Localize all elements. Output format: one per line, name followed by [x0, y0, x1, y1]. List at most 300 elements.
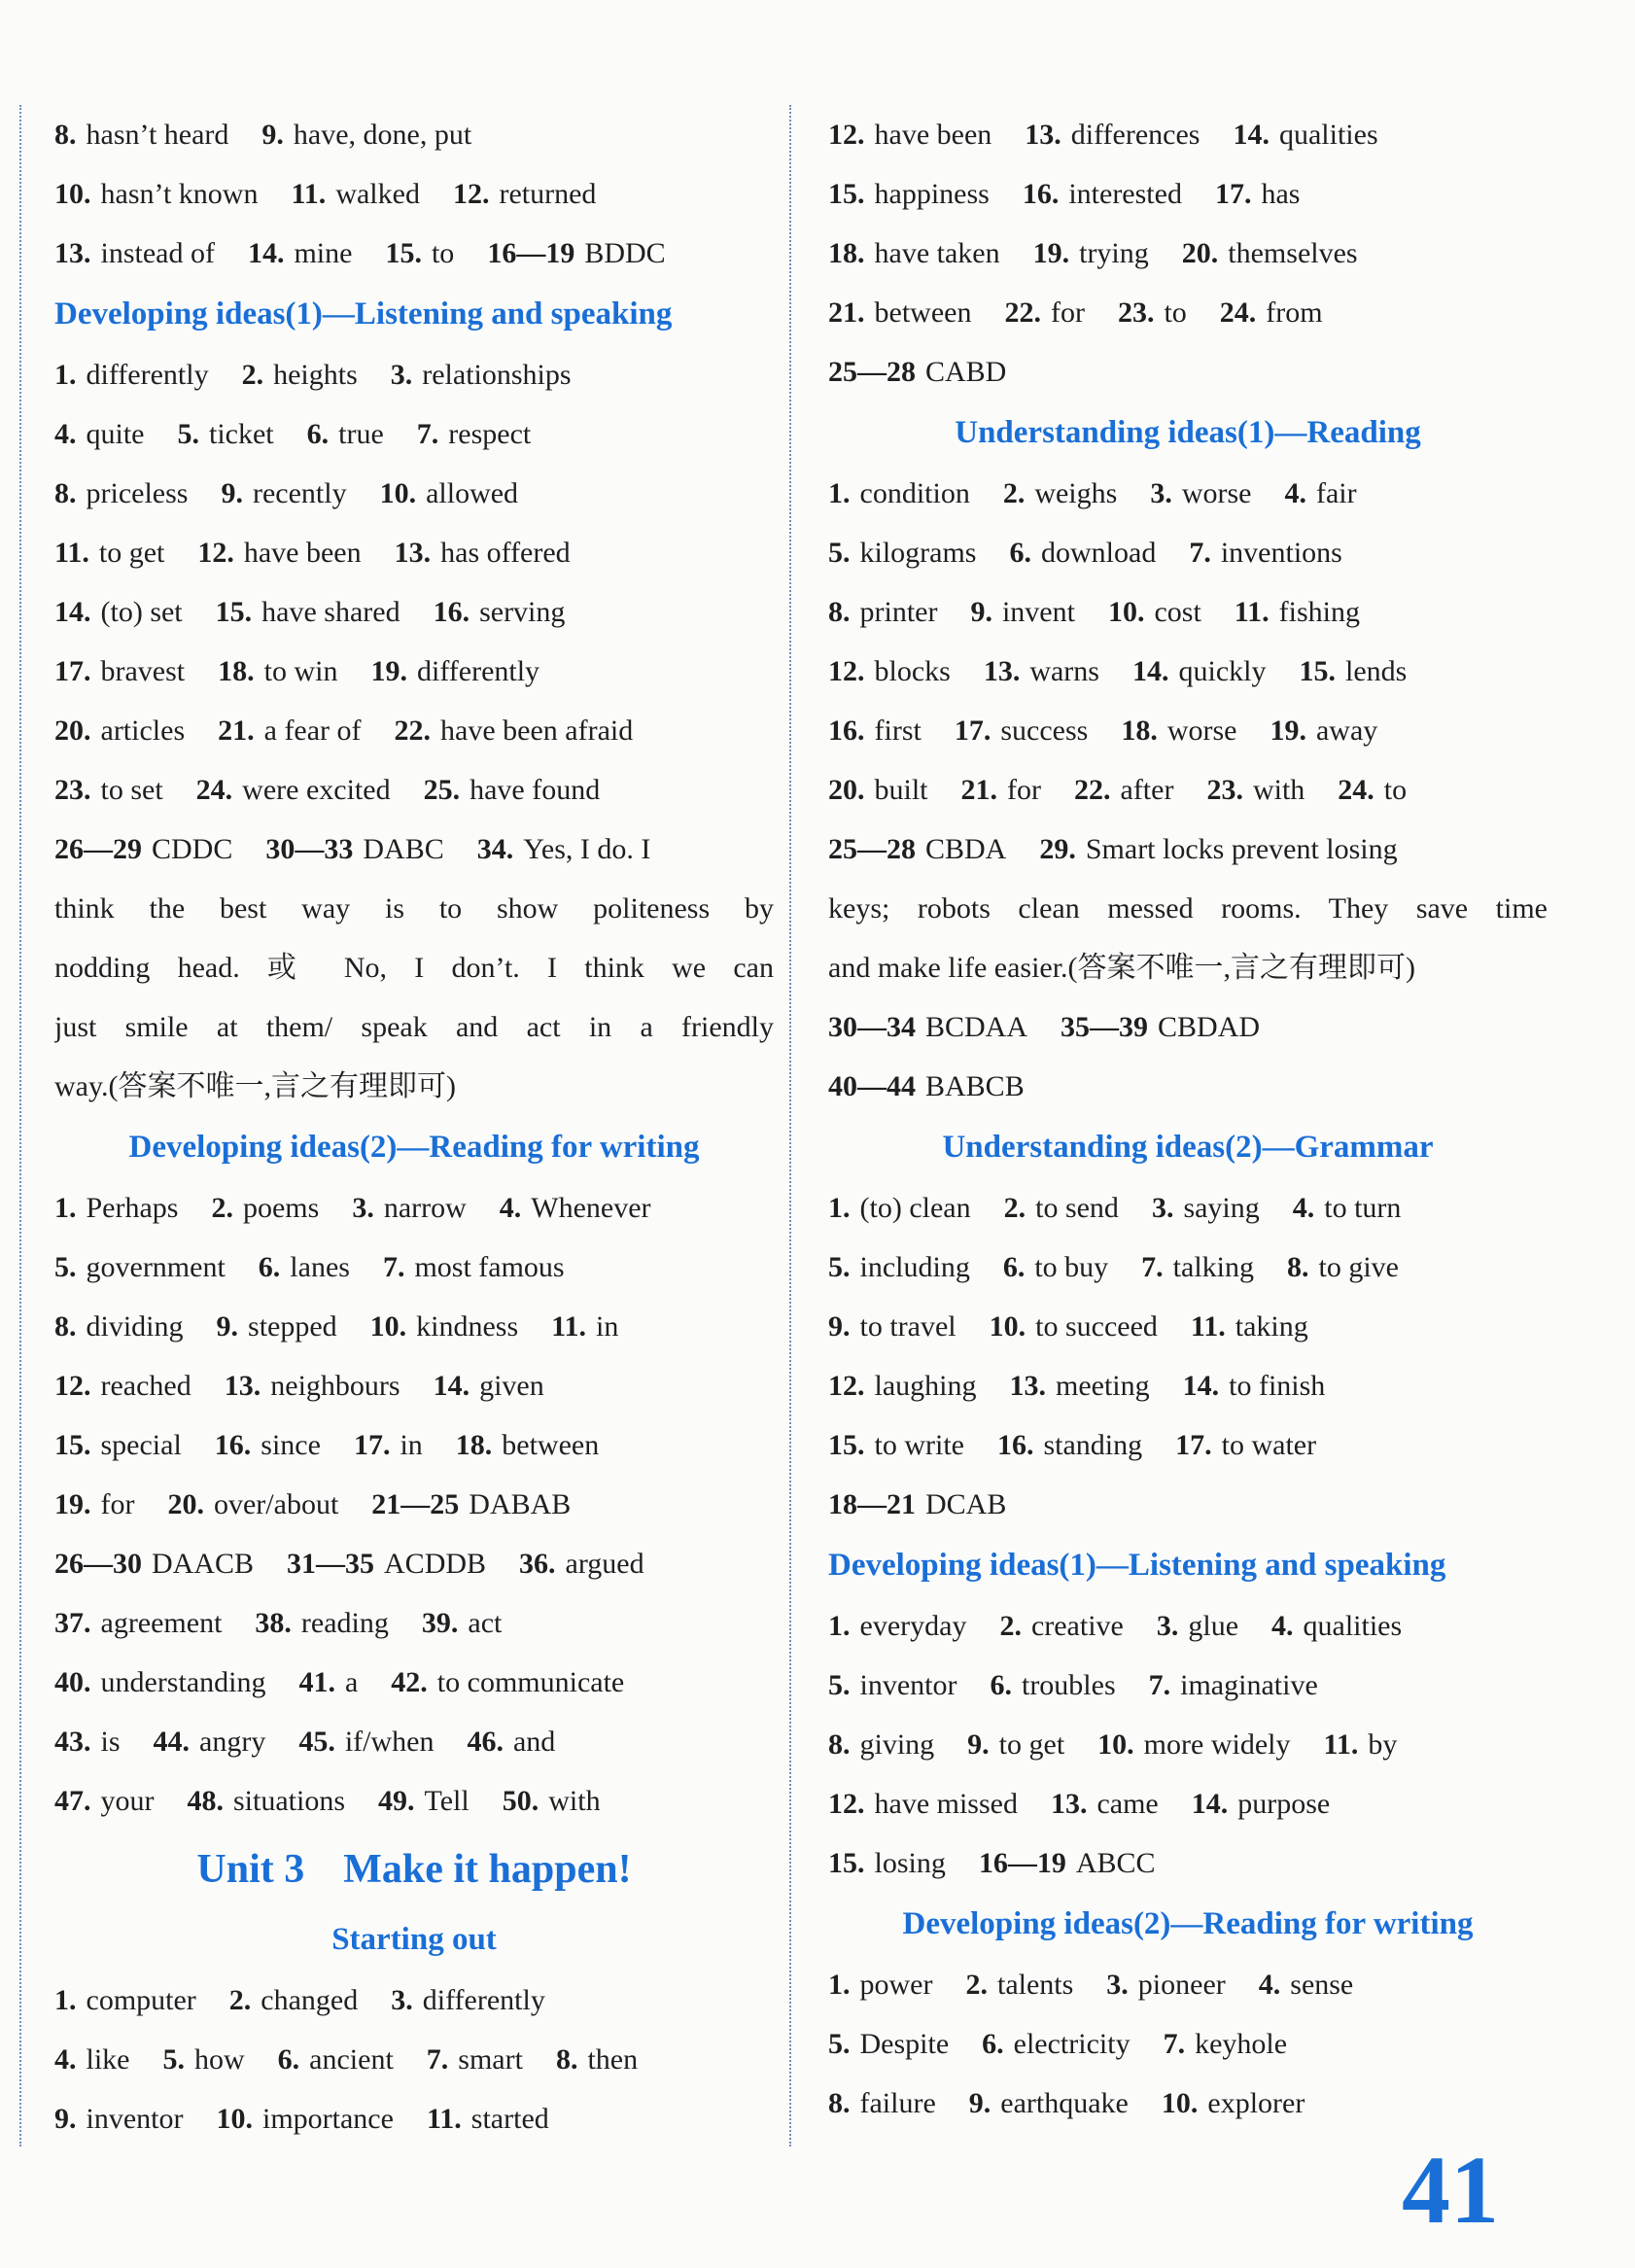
answer-number: 36.	[519, 1548, 556, 1580]
answer-text: came	[1096, 1788, 1159, 1820]
answer-number: 5.	[828, 2028, 851, 2060]
answer-text: away	[1315, 715, 1378, 747]
answer-number: 34.	[476, 833, 514, 865]
answer-number: 40.	[54, 1666, 91, 1698]
answer-text: to succeed	[1035, 1310, 1158, 1343]
answer-item	[54, 1310, 184, 1343]
answer-number: 13.	[1050, 1788, 1088, 1820]
answer-number: 9.	[828, 1310, 851, 1343]
answer-item	[54, 2103, 183, 2135]
answer-number: 49.	[378, 1785, 415, 1817]
answer-number: 14.	[1233, 119, 1270, 151]
answer-item	[54, 833, 232, 865]
answer-line	[828, 105, 1548, 164]
section-heading: Developing ideas(2)—Reading for writing	[128, 1130, 700, 1165]
answer-line	[828, 582, 1548, 642]
answer-text: smart	[458, 2043, 523, 2076]
answer-item	[828, 1969, 932, 2001]
answer-item	[54, 1429, 182, 1461]
answer-number: 18.	[455, 1429, 493, 1461]
answer-text: DAACB	[152, 1548, 255, 1580]
answer-item	[828, 1788, 1018, 1820]
answer-line	[828, 1415, 1548, 1475]
answer-text: fishing	[1278, 596, 1360, 628]
answer-number: 48.	[187, 1785, 224, 1817]
answer-number: 50.	[502, 1785, 539, 1817]
answer-text: have, done, put	[293, 119, 472, 151]
answer-item	[54, 1607, 222, 1639]
answer-number: 24.	[1219, 297, 1257, 329]
answer-text: worse	[1181, 477, 1252, 509]
answer-number: 5.	[828, 1251, 851, 1283]
answer-number: 23.	[1117, 297, 1155, 329]
answer-text: Tell	[424, 1785, 470, 1817]
answer-item	[828, 1847, 946, 1879]
answer-number: 12.	[828, 1788, 865, 1820]
answer-text: BABCB	[925, 1070, 1025, 1102]
answer-number: 45.	[298, 1726, 335, 1758]
answer-item	[828, 833, 1006, 865]
answer-text: how	[194, 2043, 245, 2076]
answer-text: power	[859, 1969, 933, 2001]
answer-line	[54, 582, 774, 642]
answer-item	[54, 1488, 134, 1520]
answer-text: talents	[996, 1969, 1074, 2001]
answer-item	[298, 1666, 358, 1698]
answer-number: 1.	[828, 1192, 851, 1224]
answer-text: quickly	[1178, 655, 1267, 687]
answer-line	[54, 1178, 774, 1238]
answer-item	[354, 1429, 423, 1461]
answer-number: 21.	[960, 774, 998, 806]
answer-number: 7.	[382, 1251, 405, 1283]
answer-number: 19.	[370, 655, 407, 687]
answer-text: priceless	[86, 477, 189, 509]
answer-text: mine	[294, 237, 353, 269]
answer-item	[828, 774, 928, 806]
answer-number: 7.	[416, 418, 439, 450]
answer-item	[990, 1669, 1115, 1701]
answer-line	[54, 1475, 774, 1534]
answer-item	[217, 1310, 337, 1343]
answer-text: DCAB	[925, 1488, 1007, 1520]
answer-number: 11.	[1190, 1310, 1226, 1343]
answer-number: 26—30	[54, 1548, 142, 1580]
answer-item	[54, 715, 185, 747]
answer-number: 13.	[224, 1370, 261, 1402]
answer-number: 13.	[983, 655, 1021, 687]
answer-item	[1191, 1310, 1308, 1343]
answer-text: (to) clean	[859, 1192, 971, 1224]
answer-item	[385, 237, 454, 269]
answer-text: kindness	[416, 1310, 519, 1343]
answer-number: 6.	[277, 2043, 300, 2076]
answer-text: kilograms	[859, 537, 977, 569]
answer-item	[371, 1488, 571, 1520]
answer-item	[242, 359, 358, 391]
answer-item	[965, 1969, 1073, 2001]
answer-text: a	[344, 1666, 359, 1698]
answer-number: 12.	[828, 119, 865, 151]
answer-text: your	[100, 1785, 155, 1817]
answer-item	[427, 2043, 523, 2076]
answer-number: 12.	[54, 1370, 91, 1402]
answer-line	[54, 1771, 774, 1831]
answer-item	[828, 297, 971, 329]
answer-paragraph-line: just smile at them/ speak and act in a friendly	[54, 1011, 774, 1043]
answer-text: argued	[565, 1548, 644, 1580]
answer-number: 4.	[1284, 477, 1306, 509]
answer-number: 16.	[996, 1429, 1034, 1461]
answer-line	[54, 1356, 774, 1415]
answer-number: 14.	[1191, 1788, 1229, 1820]
column-divider	[789, 105, 791, 2146]
answer-item	[1192, 1788, 1330, 1820]
answer-text: instead of	[100, 237, 215, 269]
answer-text: hasn’t known	[100, 178, 259, 210]
answer-text: BCDAA	[925, 1011, 1028, 1043]
answer-number: 15.	[215, 596, 253, 628]
answer-number: 30—33	[265, 833, 354, 865]
answer-number: 31—35	[287, 1548, 375, 1580]
answer-number: 10.	[216, 2103, 253, 2135]
answer-number: 5.	[54, 1251, 77, 1283]
answer-line	[828, 342, 1548, 401]
answer-item	[307, 418, 384, 450]
answer-number: 10.	[379, 477, 417, 509]
answer-number: 14.	[54, 596, 91, 628]
answer-line	[54, 2089, 774, 2148]
answer-item	[54, 1984, 196, 2016]
answer-text: computer	[86, 1984, 196, 2016]
answer-item	[197, 537, 361, 569]
answer-text: bravest	[100, 655, 186, 687]
answer-item	[54, 1251, 226, 1283]
answer-line	[828, 523, 1548, 582]
answer-text: heights	[273, 359, 358, 391]
answer-text: have been afraid	[440, 715, 634, 747]
answer-number: 14.	[1182, 1370, 1220, 1402]
answer-item	[54, 178, 258, 210]
answer-number: 44.	[153, 1726, 191, 1758]
answer-item	[54, 537, 164, 569]
answer-item	[178, 418, 274, 450]
answer-text: BDDC	[584, 237, 666, 269]
answer-text: is	[100, 1726, 121, 1758]
answer-item	[154, 1726, 266, 1758]
answer-number: 14.	[433, 1370, 470, 1402]
answer-text: to send	[1035, 1192, 1119, 1224]
answer-item	[477, 833, 651, 865]
answer-text: special	[100, 1429, 182, 1461]
answer-text: by	[1368, 1728, 1398, 1761]
answer-number: 43.	[54, 1726, 91, 1758]
answer-number: 20.	[828, 774, 865, 806]
answer-number: 24.	[1338, 774, 1374, 806]
answer-item	[999, 1610, 1123, 1642]
answer-number: 14.	[1131, 655, 1169, 687]
answer-number: 4.	[1258, 1969, 1281, 2001]
answer-item	[828, 1070, 1025, 1102]
answer-number: 7.	[1189, 537, 1211, 569]
answer-number: 16—19	[487, 237, 575, 269]
answer-text: government	[86, 1251, 226, 1283]
answer-number: 10.	[1107, 596, 1145, 628]
answer-text: sense	[1290, 1969, 1354, 2001]
answer-item	[828, 1370, 977, 1402]
answer-item	[453, 178, 596, 210]
answer-text: CDDC	[152, 833, 233, 865]
answer-item	[1271, 1610, 1402, 1642]
answer-number: 22.	[1074, 774, 1111, 806]
answer-text: understanding	[100, 1666, 266, 1698]
answer-item	[1051, 1788, 1159, 1820]
answer-item	[1061, 1011, 1260, 1043]
answer-text: glue	[1188, 1610, 1239, 1642]
answer-line	[828, 1774, 1548, 1833]
answer-text: importance	[261, 2103, 394, 2135]
answer-number: 21—25	[371, 1488, 460, 1520]
answer-number: 37.	[54, 1607, 91, 1639]
answer-text: to buy	[1034, 1251, 1109, 1283]
answer-number: 3.	[352, 1192, 374, 1224]
answer-item	[211, 1192, 319, 1224]
answer-item	[828, 1192, 971, 1224]
page-number: 41	[1402, 2136, 1499, 2244]
answer-line	[54, 164, 774, 224]
answer-item	[828, 715, 922, 747]
answer-item	[395, 715, 634, 747]
answer-line	[828, 820, 1548, 879]
answer-number: 9.	[967, 1728, 990, 1761]
answer-number: 5.	[828, 1669, 851, 1701]
answer-text: have missed	[874, 1788, 1018, 1820]
answer-number: 14.	[247, 237, 285, 269]
answer-paragraph-line: way.(答案不唯一,言之有理即可)	[54, 1070, 457, 1102]
answer-text: act	[468, 1607, 503, 1639]
answer-number: 4.	[1271, 1610, 1294, 1642]
answer-item	[500, 1192, 651, 1224]
answer-item	[391, 1666, 624, 1698]
answer-number: 1.	[828, 1610, 851, 1642]
answer-item	[54, 1785, 155, 1817]
answer-number: 3.	[1156, 1610, 1179, 1642]
answer-number: 17.	[54, 655, 91, 687]
answer-text: most famous	[414, 1251, 565, 1283]
answer-item	[1287, 1251, 1399, 1283]
answer-text: invent	[1001, 596, 1075, 628]
answer-item	[54, 1192, 178, 1224]
answer-line	[828, 1297, 1548, 1356]
answer-number: 20.	[167, 1488, 204, 1520]
answer-text: Yes, I do. I	[523, 833, 651, 865]
answer-item	[291, 178, 420, 210]
answer-text: keyhole	[1195, 2028, 1288, 2060]
answer-item	[828, 356, 1006, 388]
answer-number: 39.	[421, 1607, 459, 1639]
answer-text: warns	[1029, 655, 1099, 687]
answer-item	[1118, 297, 1187, 329]
answer-item	[188, 1785, 346, 1817]
answer-line	[54, 345, 774, 404]
answer-number: 40—44	[828, 1070, 916, 1102]
answer-text: weighs	[1034, 477, 1118, 509]
answer-line	[54, 760, 774, 820]
answer-item	[1074, 774, 1173, 806]
answer-text: CABD	[925, 356, 1007, 388]
answer-line	[54, 642, 774, 701]
answer-text: between	[502, 1429, 600, 1461]
answer-text: started	[470, 2103, 549, 2135]
answer-item	[828, 2087, 936, 2119]
answer-number: 15.	[54, 1429, 91, 1461]
answer-number: 25.	[423, 774, 461, 806]
answer-number: 2.	[211, 1192, 233, 1224]
answer-line	[828, 164, 1548, 224]
answer-item	[828, 1669, 957, 1701]
answer-number: 4.	[1292, 1192, 1315, 1224]
answer-number: 6.	[306, 418, 330, 450]
answer-text: dividing	[86, 1310, 184, 1343]
answer-text: angry	[199, 1726, 266, 1758]
answer-text: worse	[1166, 715, 1237, 747]
answer-text: qualities	[1303, 1610, 1403, 1642]
answer-text: hasn’t heard	[86, 119, 229, 151]
section-heading: Developing ideas(2)—Reading for writing	[902, 1906, 1474, 1941]
answer-item	[54, 359, 209, 391]
answer-item	[1233, 119, 1377, 151]
section-heading: Developing ideas(1)—Listening and speaking	[54, 297, 673, 331]
answer-text: over/about	[213, 1488, 339, 1520]
answer-item	[229, 1984, 358, 2016]
answer-text: like	[86, 2043, 130, 2076]
answer-number: 6.	[990, 1669, 1012, 1701]
answer-text: have found	[470, 774, 601, 806]
answer-number: 19.	[1270, 715, 1306, 747]
answer-item	[422, 1607, 502, 1639]
answer-number: 3.	[390, 359, 413, 391]
answer-text: to finish	[1229, 1370, 1326, 1402]
answer-text: to get	[998, 1728, 1065, 1761]
answer-number: 13.	[394, 537, 432, 569]
answer-text: in	[400, 1429, 423, 1461]
answer-number: 7.	[426, 2043, 449, 2076]
answer-number: 4.	[54, 418, 77, 450]
answer-text: have shared	[261, 596, 400, 628]
answer-line	[828, 701, 1548, 760]
answer-item	[1220, 297, 1323, 329]
answer-number: 16.	[214, 1429, 252, 1461]
answer-item	[248, 237, 353, 269]
answer-text: condition	[859, 477, 970, 509]
section-heading: Understanding ideas(2)—Grammar	[942, 1130, 1434, 1165]
answer-line	[828, 2014, 1548, 2074]
answer-item	[519, 1548, 644, 1580]
answer-text: to turn	[1324, 1192, 1402, 1224]
answer-text: standing	[1043, 1429, 1143, 1461]
answer-number: 4.	[499, 1192, 522, 1224]
answer-line	[54, 820, 774, 879]
answer-line	[54, 1971, 774, 2030]
answer-item	[967, 1728, 1064, 1761]
answer-item	[828, 477, 970, 509]
answer-number: 19.	[54, 1488, 91, 1520]
answer-number: 16.	[828, 715, 865, 747]
unit-number: Unit 3	[196, 1847, 305, 1892]
answer-item	[1152, 1192, 1260, 1224]
answer-number: 16—19	[978, 1847, 1066, 1879]
answer-number: 3.	[1151, 1192, 1174, 1224]
answer-text: built	[874, 774, 928, 806]
answer-number: 5.	[177, 418, 199, 450]
answer-number: 8.	[54, 119, 77, 151]
answer-text: a fear of	[263, 715, 362, 747]
answer-number: 6.	[982, 2028, 1004, 2060]
answer-text: to write	[874, 1429, 964, 1461]
answer-text: happiness	[874, 178, 990, 210]
answer-item	[54, 477, 188, 509]
answer-text: to win	[263, 655, 338, 687]
answer-text: given	[479, 1370, 544, 1402]
answer-text: fair	[1315, 477, 1357, 509]
answer-item	[828, 1251, 970, 1283]
answer-item	[265, 833, 443, 865]
answer-number: 15.	[385, 237, 422, 269]
answer-item	[828, 1310, 957, 1343]
answer-number: 41.	[298, 1666, 335, 1698]
answer-item	[298, 1726, 434, 1758]
answer-number: 21.	[828, 297, 865, 329]
answer-text: earthquake	[1000, 2087, 1129, 2119]
answer-item	[218, 715, 361, 747]
section-heading: Developing ideas(1)—Listening and speaking	[828, 1548, 1446, 1583]
answer-line	[828, 1955, 1548, 2014]
answer-text: have taken	[874, 237, 1000, 269]
answer-text: failure	[859, 2087, 936, 2119]
answer-number: 2.	[1002, 477, 1026, 509]
answer-number: 17.	[1214, 178, 1252, 210]
answer-text: have been	[874, 119, 992, 151]
answer-number: 8.	[828, 596, 851, 628]
answer-text: for	[1050, 297, 1085, 329]
answer-text: differences	[1070, 119, 1200, 151]
answer-text: download	[1041, 537, 1157, 569]
answer-item	[503, 1785, 601, 1817]
answer-text: differently	[86, 359, 209, 391]
answer-item	[990, 1310, 1158, 1343]
answer-item	[1259, 1969, 1353, 2001]
answer-item	[1004, 297, 1084, 329]
answer-text: differently	[416, 655, 540, 687]
answer-item	[828, 1610, 966, 1642]
answer-number: 6.	[258, 1251, 281, 1283]
answer-line	[54, 404, 774, 464]
answer-text: serving	[479, 596, 566, 628]
answer-item	[556, 2043, 638, 2076]
answer-line	[54, 1712, 774, 1771]
answer-text: ticket	[209, 418, 274, 450]
answer-item	[979, 1847, 1156, 1879]
answer-item	[278, 2043, 394, 2076]
answer-number: 12.	[828, 655, 865, 687]
answer-line	[828, 1178, 1548, 1238]
answer-number: 15.	[1299, 655, 1336, 687]
answer-number: 13.	[1009, 1370, 1046, 1402]
answer-text: DABC	[363, 833, 444, 865]
answer-line	[828, 642, 1548, 701]
answer-item	[54, 655, 185, 687]
answer-item	[54, 774, 163, 806]
